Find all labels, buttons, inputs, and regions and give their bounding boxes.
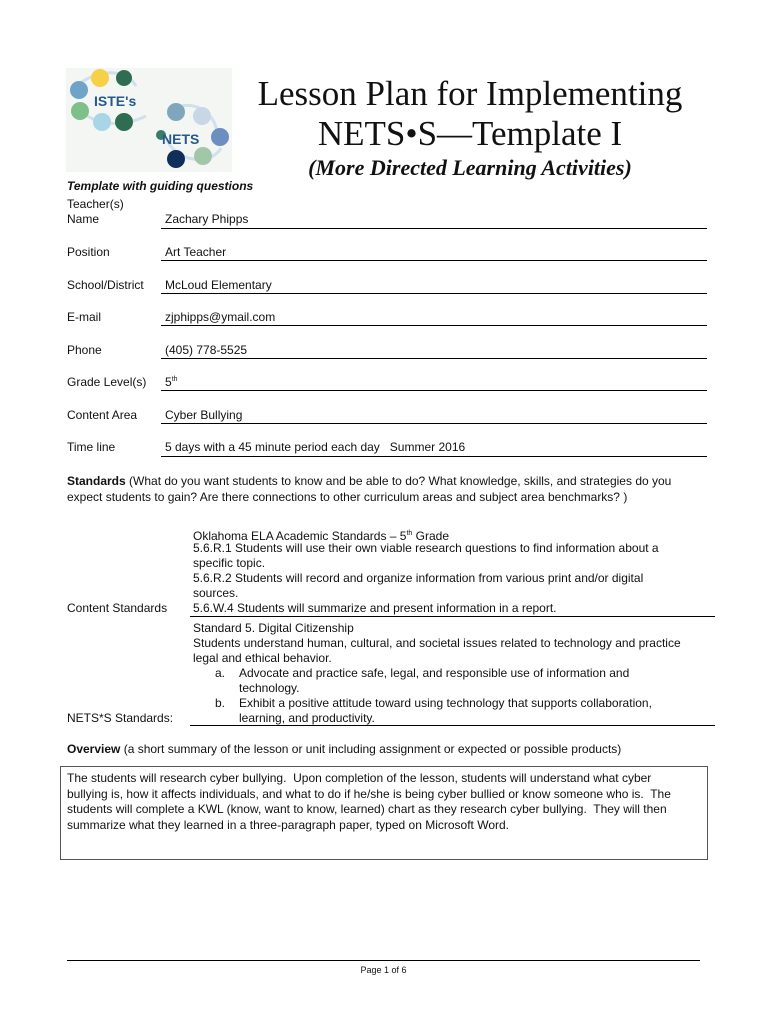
page-title-line2: NETS•S—Template I xyxy=(317,114,623,153)
overview-line: The students will research cyber bullying. Upon completion of the lesson, students will understand what cyber xyxy=(67,771,652,785)
field-value-name: Zachary Phipps xyxy=(165,212,249,226)
nets-standard-line: Students understand human, cultural, and societal issues related to technology and practice xyxy=(193,636,681,650)
content-standard-line: specific topic. xyxy=(193,556,266,570)
content-standard-line: 5.6.R.1 Students will use their own viable research questions to find information about a xyxy=(193,541,659,555)
field-value-email: zjphipps@ymail.com xyxy=(165,310,276,324)
iste-nets-logo xyxy=(66,68,232,172)
standards-divider xyxy=(190,725,715,726)
content-standards-label: Content Standards xyxy=(67,601,168,615)
logo-nets-text: NETS xyxy=(162,131,200,147)
page-subtitle: (More Directed Learning Activities) xyxy=(308,155,632,180)
overview-line: bullying is, how it affects individuals, and what to do if he/she is being cyber bullied or know someone who is. The xyxy=(67,786,671,801)
field-underline xyxy=(161,358,707,359)
guide-label: Template with guiding questions xyxy=(67,179,254,193)
content-standard-line: sources. xyxy=(193,586,239,600)
field-label-timeline: Time line xyxy=(67,440,116,454)
nets-standards-label: NETS*S Standards: xyxy=(67,711,174,725)
nets-list-item-cont: technology. xyxy=(239,681,300,695)
nets-list-item: a. Advocate and practice safe, legal, and responsible use of information and xyxy=(215,666,630,680)
page-number: Page 1 of 6 xyxy=(360,965,407,975)
field-underline xyxy=(161,228,707,229)
page-title-line1: Lesson Plan for Implementing xyxy=(257,74,683,113)
nets-list-item-cont: learning, and productivity. xyxy=(239,711,375,725)
overview-intro: Overview (a short summary of the lesson or unit including assignment or expected or possible products) xyxy=(67,742,622,756)
overview-line: students will complete a KWL (know, want to know, learned) chart as they research cyber bullying. They will then xyxy=(67,802,667,816)
field-label-phone: Phone xyxy=(67,343,102,357)
overview-line: summarize what they learned in a three-paragraph paper, typed on Microsoft Word. xyxy=(67,817,510,832)
field-label-grade: Grade Level(s) xyxy=(67,375,147,389)
field-label-teachers: Teacher(s) xyxy=(67,197,124,211)
field-underline xyxy=(161,390,707,391)
field-label-content-area: Content Area xyxy=(67,408,138,422)
field-label-position: Position xyxy=(67,245,110,259)
field-label-email: E-mail xyxy=(67,310,102,324)
field-value-phone: (405) 778-5525 xyxy=(165,343,248,357)
field-underline xyxy=(161,423,707,424)
field-label-school: School/District xyxy=(67,278,144,292)
field-underline xyxy=(161,293,707,294)
overview-text xyxy=(67,771,702,833)
standards-divider xyxy=(190,616,715,617)
content-standard-line: 5.6.R.2 Students will record and organize information from various print and/or digital xyxy=(193,571,644,585)
field-value-content-area: Cyber Bullying xyxy=(165,408,243,422)
field-value-position: Art Teacher xyxy=(165,245,227,259)
field-label-name: Name xyxy=(67,212,100,226)
standards-intro-line2: expect students to gain? Are there connections to other curriculum areas and subject area benchmarks? ) xyxy=(67,490,628,504)
field-value-school: McLoud Elementary xyxy=(165,278,272,292)
standards-intro: Standards (What do you want students to know and be able to do? What knowledge, skills, and strategies do you xyxy=(67,474,672,488)
logo-iste-text: ISTE's xyxy=(94,93,137,109)
content-standards-title: Oklahoma ELA Academic Standards – 5th Grade xyxy=(193,529,449,543)
nets-standard-line: legal and ethical behavior. xyxy=(193,651,332,665)
field-value-grade: 5th xyxy=(165,375,178,389)
content-standard-line: 5.6.W.4 Students will summarize and present information in a report. xyxy=(193,601,557,615)
field-underline xyxy=(161,325,707,326)
field-value-timeline: 5 days with a 45 minute period each day Summer 2016 xyxy=(165,440,466,454)
nets-list-item: b. Exhibit a positive attitude toward using technology that supports collaboration, xyxy=(215,696,652,710)
field-underline xyxy=(161,260,707,261)
nets-standard-line: Standard 5. Digital Citizenship xyxy=(193,621,354,635)
field-underline xyxy=(161,456,707,457)
footer-rule xyxy=(67,960,700,961)
